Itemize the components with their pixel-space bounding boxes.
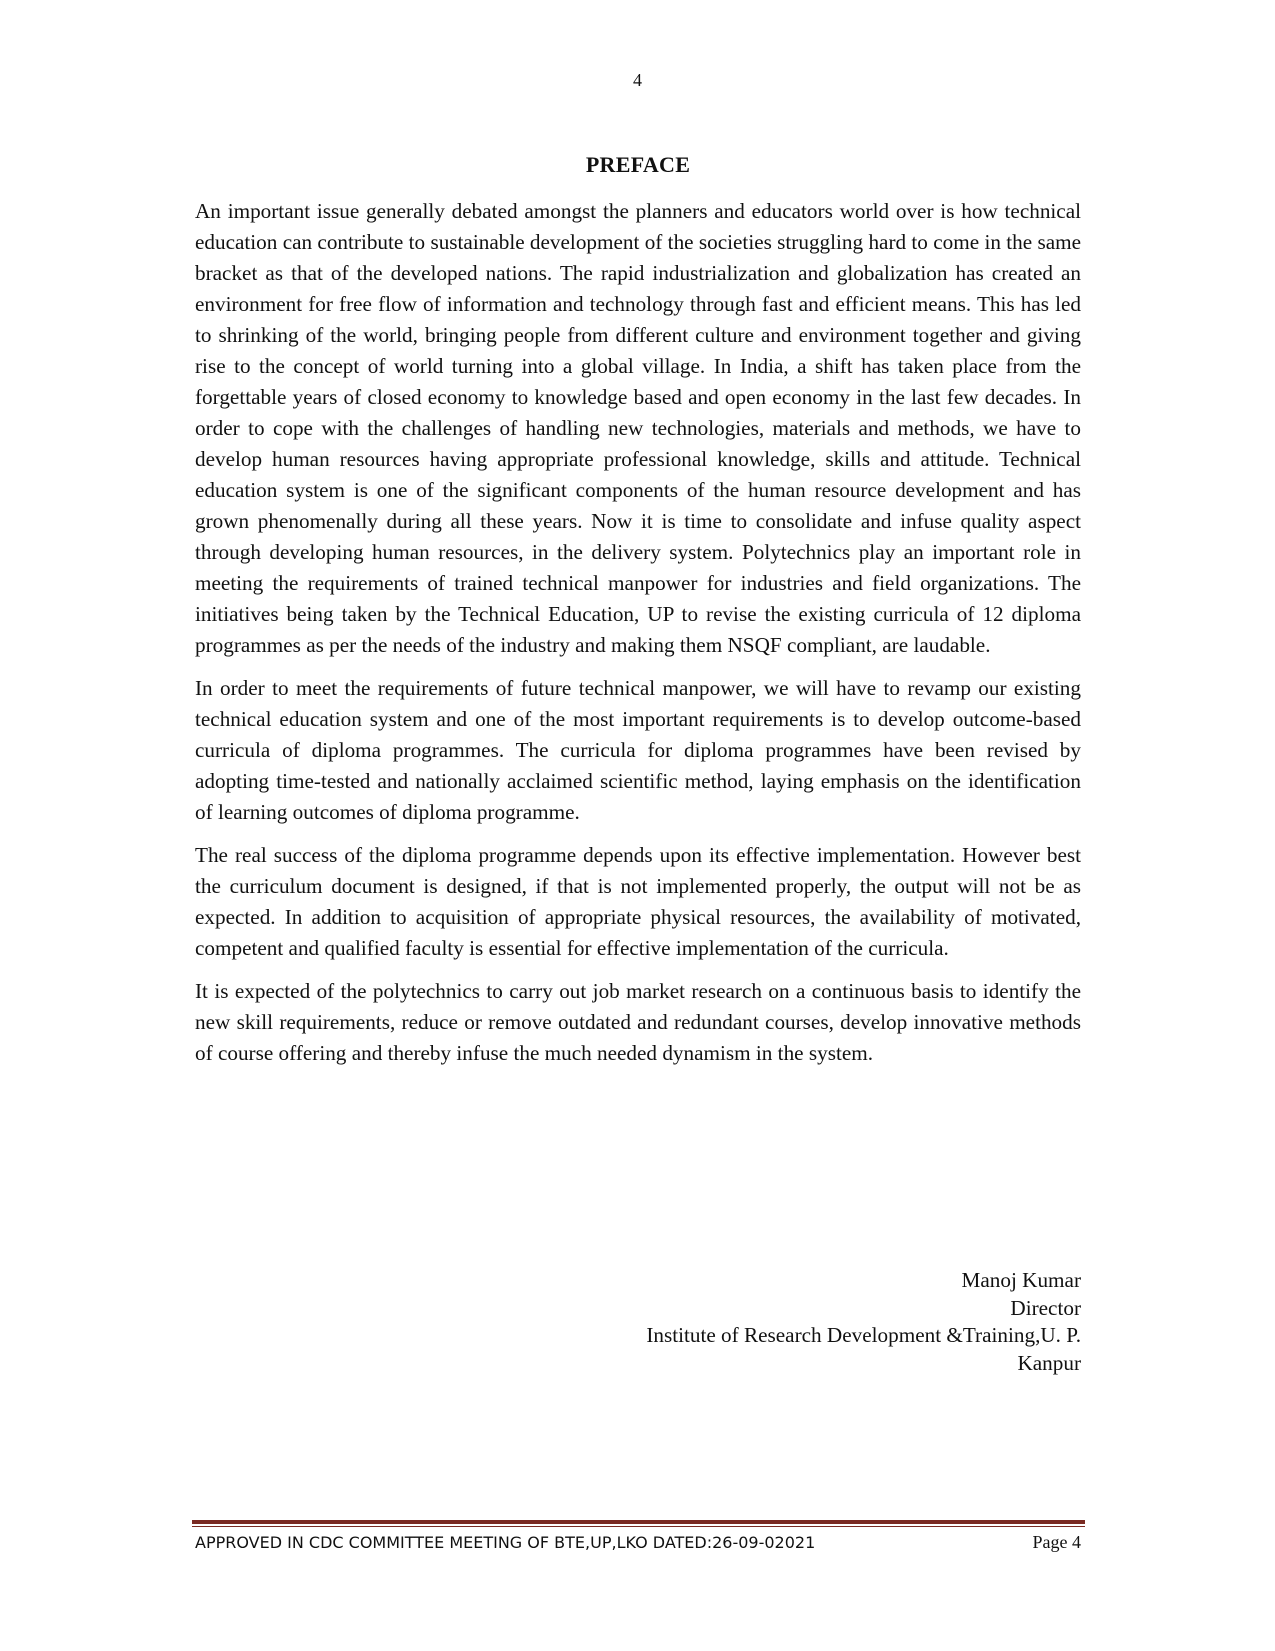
preface-body [195, 152, 1081, 1081]
signatory-city: Kanpur [1017, 1350, 1081, 1375]
signatory-institute: Institute of Research Development &Training,U. P. [646, 1323, 1081, 1347]
paragraph-3: The real success of the diploma programme depends upon its effective implementation. However best the curriculum document is designed, if that is not implemented properly, the output will not be as expected. In addition to acquisition of appropriate physical resources, the availability of motivated, competent and qualified faculty is essential for effective implementation of the curricula. [195, 843, 1081, 960]
paragraph-1: An important issue generally debated amongst the planners and educators world over is how technical education can contribute to sustainable development of the societies struggling hard to come in the same bracket as that of the developed nations. The rapid industrialization and globalization has created an environment for free flow of information and technology through fast and efficient means. This has led to shrinking of the world, bringing people from different culture and environment together and giving rise to the concept of world turning into a global village. In India, a shift has taken place from the forgettable years of closed economy to knowledge based and open economy in the last few decades. In order to cope with the challenges of handling new technologies, materials and methods, we have to develop human resources having appropriate professional knowledge, skills and attitude. Technical education system is one of the significant components of the human resource development and has grown phenomenally during all these years. Now it is time to consolidate and infuse quality aspect through developing human resources, in the delivery system. Polytechnics play an important role in meeting the requirements of trained technical manpower for industries and field organizations. The initiatives being taken by the Technical Education, UP to revise the existing curricula of 12 diploma programmes as per the needs of the industry and making them NSQF compliant, are laudable. [195, 199, 1081, 657]
footer-divider-thick [192, 1520, 1085, 1524]
signatory-designation: Director [1010, 1295, 1081, 1320]
page-number-top: 4 [633, 70, 642, 90]
footer-divider [192, 1520, 1085, 1527]
signatory-name: Manoj Kumar [961, 1268, 1081, 1292]
paragraph-4: It is expected of the polytechnics to carry out job market research on a continuous basis to identify the new skill requirements, reduce or remove outdated and redundant courses, develop innovative methods of course offering and thereby infuse the much needed dynamism in the system. [195, 979, 1081, 1065]
footer-divider-thin [192, 1526, 1085, 1527]
signature-block [646, 1267, 1081, 1377]
page-title: PREFACE [585, 152, 691, 177]
page-footer [195, 1532, 1081, 1553]
paragraph-2: In order to meet the requirements of future technical manpower, we will have to revamp our existing technical education system and one of the most important requirements is to develop outcome-based curricula of diploma programmes. The curricula for diploma programmes have been revised by adopting time-tested and nationally acclaimed scientific method, laying emphasis on the identification of learning outcomes of diploma programme. [195, 676, 1081, 824]
footer-page-label: Page 4 [1032, 1532, 1081, 1552]
footer-approval-text: APPROVED IN CDC COMMITTEE MEETING OF BTE,UP,LKO DATED:26-09-02021 [195, 1533, 816, 1552]
